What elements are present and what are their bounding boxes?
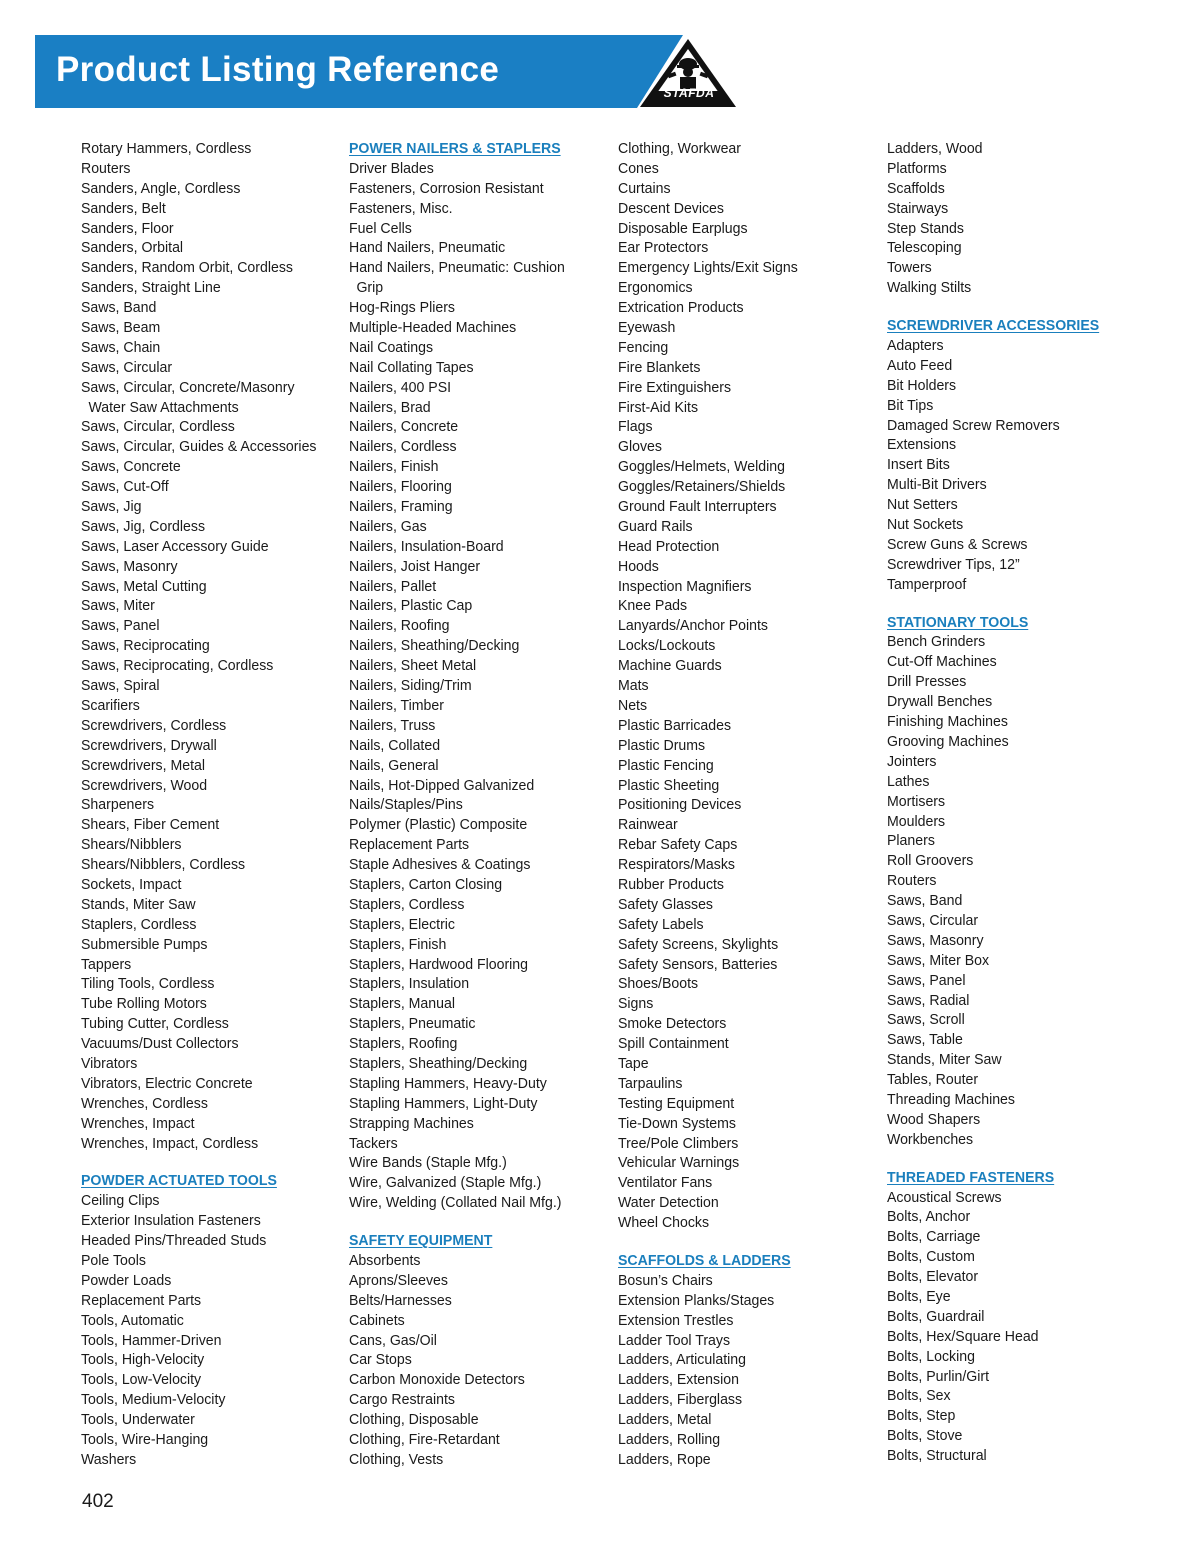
column-2	[349, 139, 611, 1470]
list-item: Towers	[887, 259, 932, 277]
list-item: Saws, Miter	[81, 597, 155, 615]
list-item: First-Aid Kits	[618, 398, 699, 416]
list-item: Fasteners, Misc.	[349, 199, 453, 217]
list-item: Staplers, Pneumatic	[349, 1015, 476, 1033]
list-item: Scarifiers	[81, 696, 140, 714]
list-item: Saws, Masonry	[81, 557, 178, 575]
list-item: Flags	[618, 418, 653, 436]
list-item: Inspection Magnifiers	[618, 577, 752, 595]
list-item: Tarpaulins	[618, 1074, 683, 1092]
list-item: Water Detection	[618, 1194, 719, 1212]
section-spacer	[81, 1153, 325, 1171]
list-item: Mats	[618, 677, 649, 695]
list-item: Safety Screens, Skylights	[618, 935, 779, 953]
list-item: Tappers	[81, 955, 132, 973]
list-item: Nailers, Joist Hanger	[349, 557, 481, 575]
list-item: Staplers, Insulation	[349, 975, 470, 993]
list-item: Saws, Cut-Off	[81, 478, 169, 496]
list-item: Multiple-Headed Machines	[349, 319, 517, 337]
list-item: Bolts, Step	[887, 1407, 956, 1425]
list-item: Washers	[81, 1450, 137, 1468]
list-item: Bit Holders	[887, 376, 957, 394]
list-item: Saws, Radial	[887, 991, 970, 1009]
list-item: Bolts, Stove	[887, 1427, 963, 1445]
list-item: Nailers, Timber	[349, 696, 444, 714]
list-item: Bit Tips	[887, 396, 934, 414]
list-item: Goggles/Retainers/Shields	[618, 478, 786, 496]
list-item: Absorbents	[349, 1251, 421, 1269]
list-item: Hoods	[618, 557, 659, 575]
list-item: Machine Guards	[618, 657, 722, 675]
column-list	[618, 139, 880, 1470]
list-item: Guard Rails	[618, 517, 693, 535]
list-item: Staplers, Manual	[349, 995, 455, 1013]
list-item: Screwdrivers, Wood	[81, 776, 208, 794]
list-item: Vacuums/Dust Collectors	[81, 1035, 239, 1053]
list-item: Tree/Pole Climbers	[618, 1134, 739, 1152]
list-item: Cargo Restraints	[349, 1391, 455, 1409]
list-item: Ear Protectors	[618, 239, 709, 257]
list-item: Jointers	[887, 752, 937, 770]
list-item: Locks/Lockouts	[618, 637, 716, 655]
list-item: Clothing, Fire-Retardant	[349, 1431, 500, 1448]
list-item: Wire, Galvanized (Staple Mfg.)	[349, 1174, 542, 1192]
list-item: Nailers, Gas	[349, 517, 427, 535]
list-item: Nailers, Pallet	[349, 577, 437, 595]
list-item: Ground Fault Interrupters	[618, 498, 777, 516]
list-item: Saws, Laser Accessory Guide	[81, 537, 269, 555]
list-item: Mortisers	[887, 792, 946, 810]
list-item: Head Protection	[618, 537, 720, 555]
list-item: Lanyards/Anchor Points	[618, 617, 768, 635]
section-heading: SAFETY EQUIPMENT	[349, 1232, 493, 1250]
list-item: Acoustical Screws	[887, 1188, 1002, 1206]
section-heading: SCREWDRIVER ACCESSORIES	[887, 317, 1100, 335]
list-item: Belts/Harnesses	[349, 1291, 452, 1309]
list-item: Staplers, Cordless	[81, 915, 197, 933]
list-item: Bolts, Guardrail	[887, 1307, 985, 1325]
list-item: Nailers, Cordless	[349, 438, 457, 456]
list-item: Bolts, Eye	[887, 1287, 951, 1305]
list-item: Grooving Machines	[887, 732, 1009, 750]
list-item: Tools, Low-Velocity	[81, 1371, 202, 1389]
list-item: Damaged Screw Removers	[887, 416, 1060, 434]
list-item: Nailers, Brad	[349, 398, 431, 416]
column-1	[81, 139, 343, 1470]
list-item: Staplers, Carton Closing	[349, 875, 503, 893]
list-item: Shoes/Boots	[618, 975, 699, 993]
list-item: Knee Pads	[618, 597, 688, 615]
list-item-continuation: Grip	[356, 279, 384, 297]
list-item: Shears/Nibblers, Cordless	[81, 856, 246, 874]
list-item: Tamperproof	[887, 575, 967, 593]
header-banner	[35, 35, 735, 108]
list-item: Wrenches, Cordless	[81, 1094, 208, 1112]
list-item: Saws, Panel	[887, 971, 966, 989]
section-spacer	[349, 1213, 593, 1231]
list-item: Tables, Router	[887, 1071, 979, 1089]
list-item: Nailers, Truss	[349, 716, 436, 734]
list-item: Bolts, Purlin/Girt	[887, 1367, 990, 1385]
list-item: Tackers	[349, 1134, 398, 1152]
list-item: Staplers, Finish	[349, 935, 447, 953]
list-item: Saws, Concrete	[81, 458, 181, 476]
list-item: Bosun’s Chairs	[618, 1271, 713, 1289]
list-item: Nailers, Plastic Cap	[349, 597, 473, 615]
list-item: Step Stands	[887, 219, 964, 237]
list-item: Sanders, Floor	[81, 219, 174, 237]
section-heading: POWER NAILERS & STAPLERS	[349, 140, 561, 157]
page-title: Product Listing Reference	[56, 50, 500, 89]
list-item: Saws, Circular, Concrete/Masonry	[81, 378, 295, 396]
list-item: Clothing, Disposable	[349, 1411, 479, 1429]
list-item: Ladder Tool Trays	[618, 1331, 731, 1349]
list-item: Saws, Circular	[887, 911, 979, 929]
list-item: Sanders, Straight Line	[81, 279, 221, 297]
list-item: Nail Coatings	[349, 338, 434, 356]
section-spacer	[887, 595, 1131, 613]
list-item: Staplers, Hardwood Flooring	[349, 955, 529, 973]
list-item: Sanders, Orbital	[81, 239, 184, 257]
list-item: Ladders, Rolling	[618, 1431, 721, 1448]
list-item: Bolts, Elevator	[887, 1268, 979, 1286]
column-list	[887, 139, 1149, 1466]
list-item: Tape	[618, 1054, 649, 1072]
column-list	[349, 139, 611, 1470]
list-item: Saws, Table	[887, 1031, 963, 1049]
list-item: Workbenches	[887, 1130, 974, 1148]
list-item: Bolts, Locking	[887, 1347, 975, 1365]
list-item: Wrenches, Impact	[81, 1114, 195, 1132]
list-item: Stands, Miter Saw	[887, 1051, 1002, 1069]
list-item: Threading Machines	[887, 1090, 1015, 1108]
list-item: Nailers, Insulation-Board	[349, 537, 504, 555]
list-item: Staple Adhesives & Coatings	[349, 856, 531, 874]
list-item: Plastic Drums	[618, 736, 706, 754]
list-item: Fire Blankets	[618, 358, 701, 376]
list-item: Routers	[887, 872, 937, 890]
list-item: Emergency Lights/Exit Signs	[618, 259, 798, 277]
list-item: Saws, Panel	[81, 617, 160, 635]
list-item: Goggles/Helmets, Welding	[618, 458, 785, 476]
section-spacer	[618, 1233, 862, 1251]
list-item: Nut Sockets	[887, 516, 964, 534]
list-item: Shears/Nibblers	[81, 836, 182, 854]
list-item: Ladders, Extension	[618, 1371, 739, 1389]
list-item: Ladders, Rope	[618, 1450, 711, 1468]
column-3	[618, 139, 880, 1470]
list-item: Rainwear	[618, 816, 678, 834]
section-spacer	[887, 1150, 1131, 1168]
list-item: Nails, General	[349, 756, 439, 774]
list-item: Bolts, Sex	[887, 1387, 951, 1405]
list-item: Saws, Jig, Cordless	[81, 517, 206, 535]
list-item: Vehicular Warnings	[618, 1154, 740, 1172]
list-item: Rubber Products	[618, 875, 724, 893]
list-item: Clothing, Vests	[349, 1450, 444, 1468]
list-item: Staplers, Cordless	[349, 895, 465, 913]
list-item: Exterior Insulation Fasteners	[81, 1212, 261, 1230]
list-item: Safety Labels	[618, 915, 704, 933]
list-item: Ladders, Wood	[887, 140, 983, 157]
list-item: Nets	[618, 696, 648, 714]
list-item: Saws, Circular, Guides & Accessories	[81, 438, 317, 456]
list-item: Sharpeners	[81, 796, 155, 814]
list-item: Ladders, Fiberglass	[618, 1391, 743, 1409]
list-item: Nailers, Finish	[349, 458, 439, 476]
list-item: Moulders	[887, 812, 946, 830]
list-item: Telescoping	[887, 239, 962, 257]
list-item: Saws, Reciprocating	[81, 637, 210, 655]
list-item: Vibrators, Electric Concrete	[81, 1074, 253, 1092]
list-item: Curtains	[618, 179, 671, 197]
list-item: Auto Feed	[887, 356, 953, 374]
list-item: Bolts, Custom	[887, 1248, 975, 1266]
list-item: Saws, Metal Cutting	[81, 577, 207, 595]
list-item: Lathes	[887, 772, 930, 790]
list-item: Wire, Welding (Collated Nail Mfg.)	[349, 1194, 562, 1212]
list-item-continuation: Water Saw Attachments	[88, 398, 239, 416]
list-item: Staplers, Roofing	[349, 1035, 458, 1053]
list-item: Routers	[81, 159, 131, 177]
list-item: Walking Stilts	[887, 279, 972, 297]
list-item: Nails, Hot-Dipped Galvanized	[349, 776, 535, 794]
list-item: Bolts, Hex/Square Head	[887, 1327, 1039, 1345]
column-list	[81, 139, 343, 1470]
list-item: Descent Devices	[618, 199, 724, 217]
list-item: Nailers, Framing	[349, 498, 453, 516]
list-item: Nails/Staples/Pins	[349, 796, 463, 814]
list-item: Sanders, Random Orbit, Cordless	[81, 259, 293, 277]
list-item: Pole Tools	[81, 1251, 146, 1269]
list-item: Strapping Machines	[349, 1114, 474, 1132]
list-item: Drill Presses	[887, 673, 967, 691]
list-item: Screwdrivers, Metal	[81, 756, 206, 774]
list-item: Wire Bands (Staple Mfg.)	[349, 1154, 507, 1172]
list-item: Tie-Down Systems	[618, 1114, 736, 1132]
list-item: Polymer (Plastic) Composite	[349, 816, 528, 834]
list-item: Rebar Safety Caps	[618, 836, 738, 854]
list-item: Tubing Cutter, Cordless	[81, 1015, 229, 1033]
list-item: Wrenches, Impact, Cordless	[81, 1134, 259, 1152]
list-item: Nailers, Siding/Trim	[349, 677, 472, 695]
page-number: 402	[82, 1491, 114, 1512]
list-item: Finishing Machines	[887, 713, 1008, 731]
list-item: Sanders, Angle, Cordless	[81, 179, 241, 197]
list-item: Stapling Hammers, Light-Duty	[349, 1094, 538, 1112]
list-item: Testing Equipment	[618, 1094, 735, 1112]
list-item: Tools, Underwater	[81, 1411, 195, 1429]
list-item: Saws, Scroll	[887, 1011, 965, 1029]
list-item: Fuel Cells	[349, 219, 412, 237]
list-item: Nut Setters	[887, 496, 958, 514]
list-item: Submersible Pumps	[81, 935, 208, 953]
list-item: Tools, Hammer-Driven	[81, 1331, 222, 1349]
list-item: Staplers, Sheathing/Decking	[349, 1054, 528, 1072]
logo-text: STAFDA	[663, 86, 715, 100]
list-item: Nail Collating Tapes	[349, 358, 474, 376]
list-item: Saws, Miter Box	[887, 951, 990, 969]
list-item: Tiling Tools, Cordless	[81, 975, 215, 993]
list-item: Nailers, Sheathing/Decking	[349, 637, 520, 655]
list-item: Tools, Wire-Hanging	[81, 1431, 209, 1448]
section-heading: SCAFFOLDS & LADDERS	[618, 1251, 791, 1269]
list-item: Replacement Parts	[349, 836, 470, 854]
list-item: Positioning Devices	[618, 796, 742, 814]
list-item: Saws, Band	[81, 299, 157, 317]
list-item: Disposable Earplugs	[618, 219, 748, 237]
list-item: Replacement Parts	[81, 1291, 202, 1309]
list-item: Tools, Medium-Velocity	[81, 1391, 226, 1409]
list-item: Bolts, Carriage	[887, 1228, 981, 1246]
list-item: Stapling Hammers, Heavy-Duty	[349, 1074, 547, 1092]
list-item: Hand Nailers, Pneumatic	[349, 239, 506, 257]
list-item: Nailers, Concrete	[349, 418, 459, 436]
list-item: Smoke Detectors	[618, 1015, 727, 1033]
list-item: Screwdriver Tips, 12”	[887, 555, 1020, 573]
list-item: Car Stops	[349, 1351, 412, 1369]
list-item: Tools, Automatic	[81, 1311, 184, 1329]
section-heading: STATIONARY TOOLS	[887, 613, 1029, 631]
list-item: Nailers, Roofing	[349, 617, 450, 635]
list-item: Nailers, Sheet Metal	[349, 657, 477, 675]
list-item: Spill Containment	[618, 1035, 729, 1053]
list-item: Ladders, Articulating	[618, 1351, 746, 1369]
list-item: Headed Pins/Threaded Studs	[81, 1232, 267, 1250]
list-item: Screwdrivers, Drywall	[81, 736, 217, 754]
list-item: Saws, Chain	[81, 338, 161, 356]
list-item: Hog-Rings Pliers	[349, 299, 455, 317]
list-item: Extrication Products	[618, 299, 744, 317]
list-item: Powder Loads	[81, 1271, 172, 1289]
list-item: Cones	[618, 159, 659, 177]
list-item: Saws, Circular, Cordless	[81, 418, 235, 436]
list-item: Vibrators	[81, 1054, 138, 1072]
list-item: Saws, Masonry	[887, 931, 984, 949]
list-item: Nails, Collated	[349, 736, 441, 754]
list-item: Plastic Fencing	[618, 756, 714, 774]
list-item: Tools, High-Velocity	[81, 1351, 205, 1369]
list-item: Extension Planks/Stages	[618, 1291, 775, 1309]
list-item: Ventilator Fans	[618, 1174, 713, 1192]
list-item: Ladders, Metal	[618, 1411, 712, 1429]
list-item: Driver Blades	[349, 159, 434, 177]
list-item: Tube Rolling Motors	[81, 995, 207, 1013]
list-item: Fencing	[618, 338, 669, 356]
list-item: Roll Groovers	[887, 852, 974, 870]
list-item: Ergonomics	[618, 279, 693, 297]
list-item: Screw Guns & Screws	[887, 535, 1028, 553]
list-item: Multi-Bit Drivers	[887, 476, 987, 494]
list-item: Stands, Miter Saw	[81, 895, 196, 913]
list-item: Stairways	[887, 199, 949, 217]
list-item: Safety Sensors, Batteries	[618, 955, 778, 973]
list-item: Drywall Benches	[887, 693, 993, 711]
list-item: Signs	[618, 995, 654, 1013]
list-item: Plastic Barricades	[618, 716, 732, 734]
list-item: Shears, Fiber Cement	[81, 816, 220, 834]
list-item: Sockets, Impact	[81, 875, 182, 893]
list-item: Cut-Off Machines	[887, 653, 997, 671]
section-heading: POWDER ACTUATED TOOLS	[81, 1172, 277, 1190]
section-heading: THREADED FASTENERS	[887, 1168, 1055, 1186]
list-item: Wood Shapers	[887, 1110, 981, 1128]
list-item: Saws, Reciprocating, Cordless	[81, 657, 274, 675]
list-item: Staplers, Electric	[349, 915, 455, 933]
list-item: Adapters	[887, 337, 944, 355]
list-item: Cabinets	[349, 1311, 405, 1329]
list-item: Cans, Gas/Oil	[349, 1331, 437, 1349]
list-item: Sanders, Belt	[81, 199, 166, 217]
list-item: Fire Extinguishers	[618, 378, 732, 396]
list-item: Saws, Beam	[81, 319, 161, 337]
list-item: Bolts, Anchor	[887, 1208, 971, 1226]
list-item: Aprons/Sleeves	[349, 1271, 448, 1289]
list-item: Insert Bits	[887, 456, 950, 474]
list-item: Platforms	[887, 159, 947, 177]
list-item: Bench Grinders	[887, 633, 986, 651]
list-item: Eyewash	[618, 319, 676, 337]
list-item: Gloves	[618, 438, 662, 456]
list-item: Extensions	[887, 436, 957, 454]
list-item: Rotary Hammers, Cordless	[81, 140, 252, 157]
list-item: Clothing, Workwear	[618, 140, 741, 157]
list-item: Carbon Monoxide Detectors	[349, 1371, 525, 1389]
list-item: Plastic Sheeting	[618, 776, 720, 794]
list-item: Screwdrivers, Cordless	[81, 716, 227, 734]
list-item: Extension Trestles	[618, 1311, 734, 1329]
list-item: Hand Nailers, Pneumatic: Cushion	[349, 259, 565, 277]
list-item: Saws, Band	[887, 892, 963, 910]
section-spacer	[887, 298, 1131, 316]
list-item: Planers	[887, 832, 935, 850]
list-item: Saws, Circular	[81, 358, 173, 376]
list-item: Nailers, 400 PSI	[349, 378, 452, 396]
list-item: Saws, Spiral	[81, 677, 160, 695]
list-item: Wheel Chocks	[618, 1214, 710, 1232]
list-item: Scaffolds	[887, 179, 945, 197]
list-item: Bolts, Structural	[887, 1447, 987, 1465]
list-item: Nailers, Flooring	[349, 478, 452, 496]
list-item: Fasteners, Corrosion Resistant	[349, 179, 544, 197]
list-item: Respirators/Masks	[618, 856, 735, 874]
list-item: Ceiling Clips	[81, 1192, 160, 1210]
list-item: Safety Glasses	[618, 895, 713, 913]
column-4	[887, 139, 1149, 1466]
list-item: Saws, Jig	[81, 498, 142, 516]
